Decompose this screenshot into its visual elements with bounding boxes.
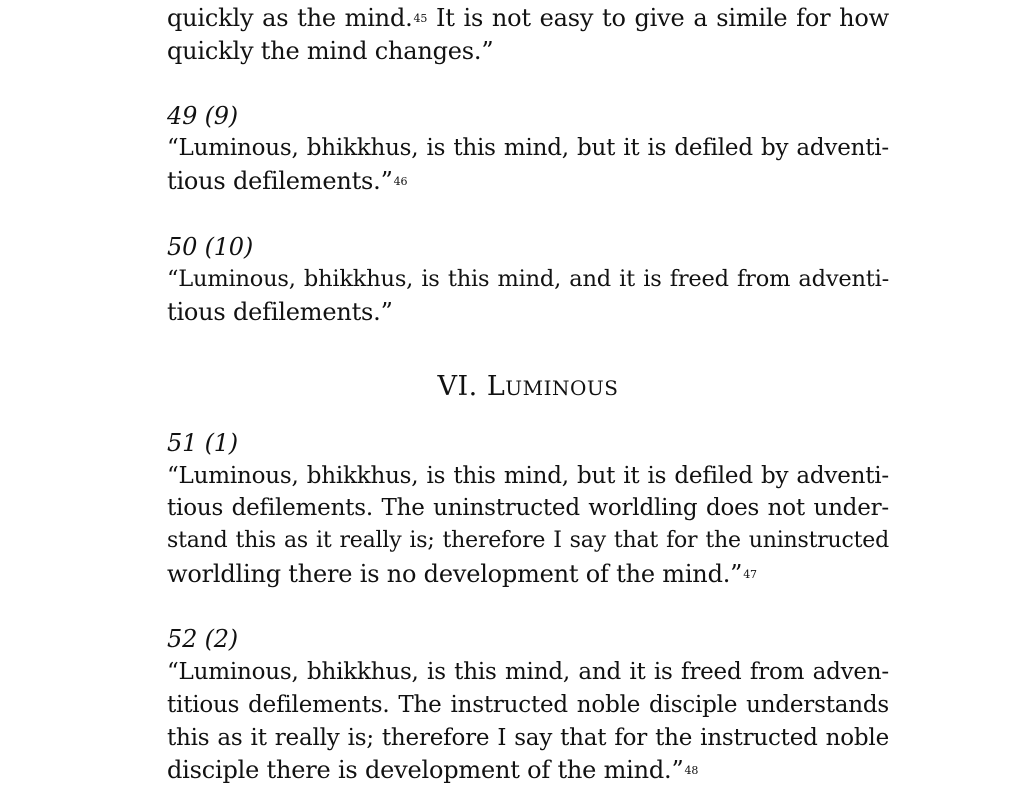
- sutta-51-line-4: worldling there is no development of the mind.”$^{47}$: [167, 560, 757, 588]
- footnote-ref-47[interactable]: 47: [743, 568, 757, 581]
- sutta-52-line-2: titious defilements. The instructed noble disciple understands: [167, 692, 889, 718]
- previous-paragraph-line-2: quickly the mind changes.”: [167, 37, 494, 65]
- sutta-52-line-4: disciple there is development of the mind.”$^{48}$: [167, 756, 699, 784]
- sutta-50-line-2: tious defilements.”: [167, 298, 393, 326]
- footnote-ref-45[interactable]: 45: [413, 12, 428, 25]
- footnote-ref-46[interactable]: 46: [393, 175, 408, 188]
- sutta-49-line-2: tious defilements.”$^{46}$: [167, 167, 408, 195]
- sutta-51-line-2: tious defilements. The uninstructed worldling does not under-: [167, 495, 889, 521]
- sutta-52-line-1: “Luminous, bhikkhus, is this mind, and it is freed from adven-: [167, 659, 889, 685]
- footnote-ref-48[interactable]: 48: [684, 764, 699, 777]
- sutta-number-51: 51 (1): [167, 429, 238, 457]
- sutta-number-50: 50 (10): [167, 233, 254, 261]
- sutta-number-49: 49 (9): [167, 102, 238, 130]
- previous-paragraph-line-1: quickly as the mind.$^{45}$ It is not easy to give a simile for how: [167, 4, 889, 32]
- sutta-number-52: 52 (2): [167, 625, 238, 653]
- sutta-52-line-3: this as it really is; therefore I say that for the instructed noble: [167, 725, 889, 751]
- chapter-heading: VI. LUMINOUS: [437, 371, 619, 402]
- sutta-50-line-1: “Luminous, bhikkhus, is this mind, and it is freed from adventi-: [167, 266, 889, 292]
- sutta-49-line-1: “Luminous, bhikkhus, is this mind, but it is defiled by adventi-: [167, 135, 889, 161]
- sutta-51-line-3: stand this as it really is; therefore I say that for the uninstructed: [167, 528, 889, 553]
- sutta-51-line-1: “Luminous, bhikkhus, is this mind, but it is defiled by adventi-: [167, 463, 889, 489]
